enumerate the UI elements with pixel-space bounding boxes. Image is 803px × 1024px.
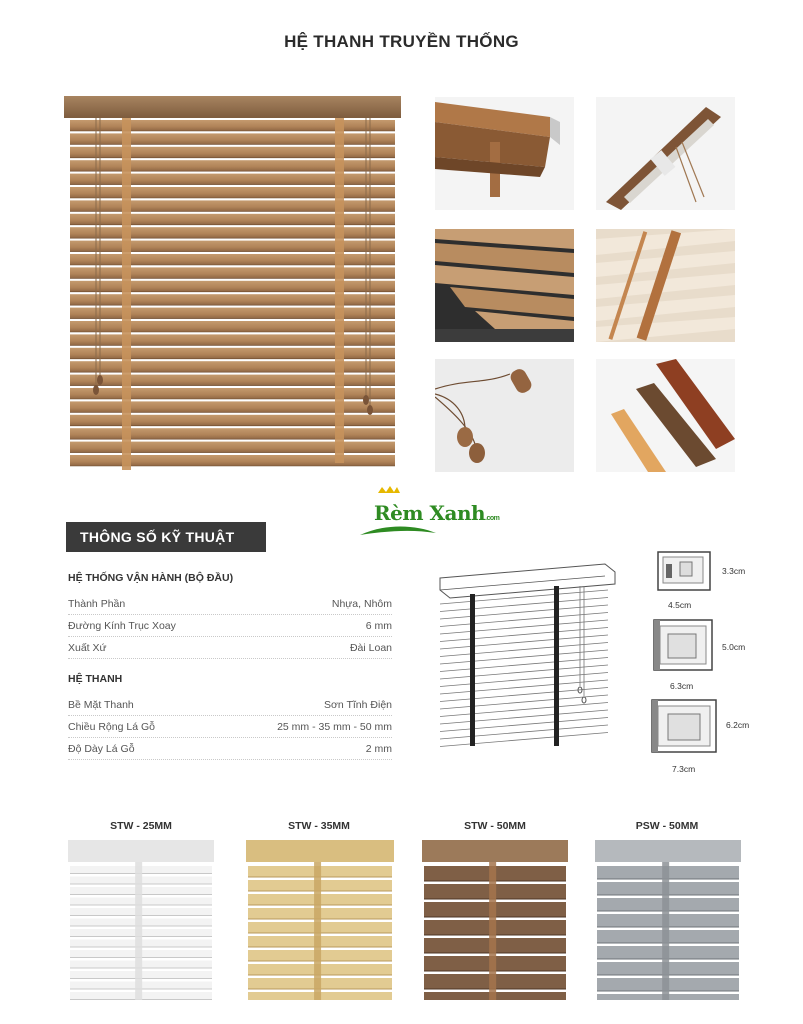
profile-section-large	[648, 698, 722, 756]
profile-section-medium	[650, 618, 718, 674]
spec-value: Đài Loan	[349, 642, 392, 654]
main-blind-photo	[64, 96, 401, 470]
spec-row	[68, 616, 392, 637]
logo-suffix: .com	[485, 515, 500, 522]
spec-label: Độ Dày Lá Gỗ	[68, 743, 135, 755]
ladder-tape-photo	[596, 229, 735, 342]
variant-photo-brown	[422, 840, 568, 1000]
spec-label: Thành Phần	[68, 598, 126, 610]
logo-name: Rèm Xanh	[374, 501, 486, 525]
spec-row	[68, 717, 392, 738]
spec-label: Đường Kính Trục Xoay	[68, 620, 176, 632]
spec-value: 6 mm	[365, 620, 392, 632]
profile-width-medium: 6.3cm	[670, 681, 694, 691]
profile-height-large: 6.2cm	[726, 720, 750, 730]
spec-row	[68, 638, 392, 659]
variant-label-stw-50: STW - 50MM	[464, 820, 526, 832]
spec-value: Sơn Tĩnh Điện	[324, 699, 392, 711]
profile-width-large: 7.3cm	[672, 764, 696, 774]
spec-row	[68, 739, 392, 760]
spec-row	[68, 695, 392, 716]
page-title: HỆ THANH TRUYỀN THỐNG	[284, 32, 519, 51]
spec-value: Nhựa, Nhôm	[331, 598, 392, 610]
variant-label-stw-25: STW - 25MM	[110, 820, 172, 832]
variant-photo-natural	[246, 840, 394, 1000]
specs-header: THÔNG SỐ KỸ THUẬT	[66, 522, 266, 552]
variant-photo-white	[68, 840, 214, 1000]
mechanism-photo	[596, 97, 735, 210]
spec-value: 2 mm	[365, 743, 392, 755]
spec-group-title-slats: HỆ THANH	[68, 673, 123, 685]
headrail-photo	[435, 97, 574, 210]
variant-label-psw-50: PSW - 50MM	[635, 820, 699, 832]
spec-label: Xuất Xứ	[68, 642, 107, 654]
spec-value: 25 mm - 35 mm - 50 mm	[277, 721, 392, 733]
profile-height-medium: 5.0cm	[722, 642, 746, 652]
profile-width-small: 4.5cm	[668, 600, 692, 610]
variant-photo-grey	[595, 840, 741, 1000]
tassel-photo	[435, 359, 574, 472]
spec-label: Bề Mặt Thanh	[68, 699, 134, 711]
blind-line-drawing	[430, 556, 620, 754]
profile-height-small: 3.3cm	[722, 566, 746, 576]
slats-closeup-photo	[435, 229, 574, 342]
spec-row	[68, 594, 392, 615]
spec-group-title-operation: HỆ THỐNG VẬN HÀNH (BỘ ĐẦU)	[68, 572, 234, 584]
spec-label: Chiều Rộng Lá Gỗ	[68, 721, 155, 733]
variant-label-stw-35: STW - 35MM	[288, 820, 350, 832]
profile-section-small	[654, 550, 714, 596]
color-samples-photo	[596, 359, 735, 472]
brand-logo	[356, 483, 500, 543]
